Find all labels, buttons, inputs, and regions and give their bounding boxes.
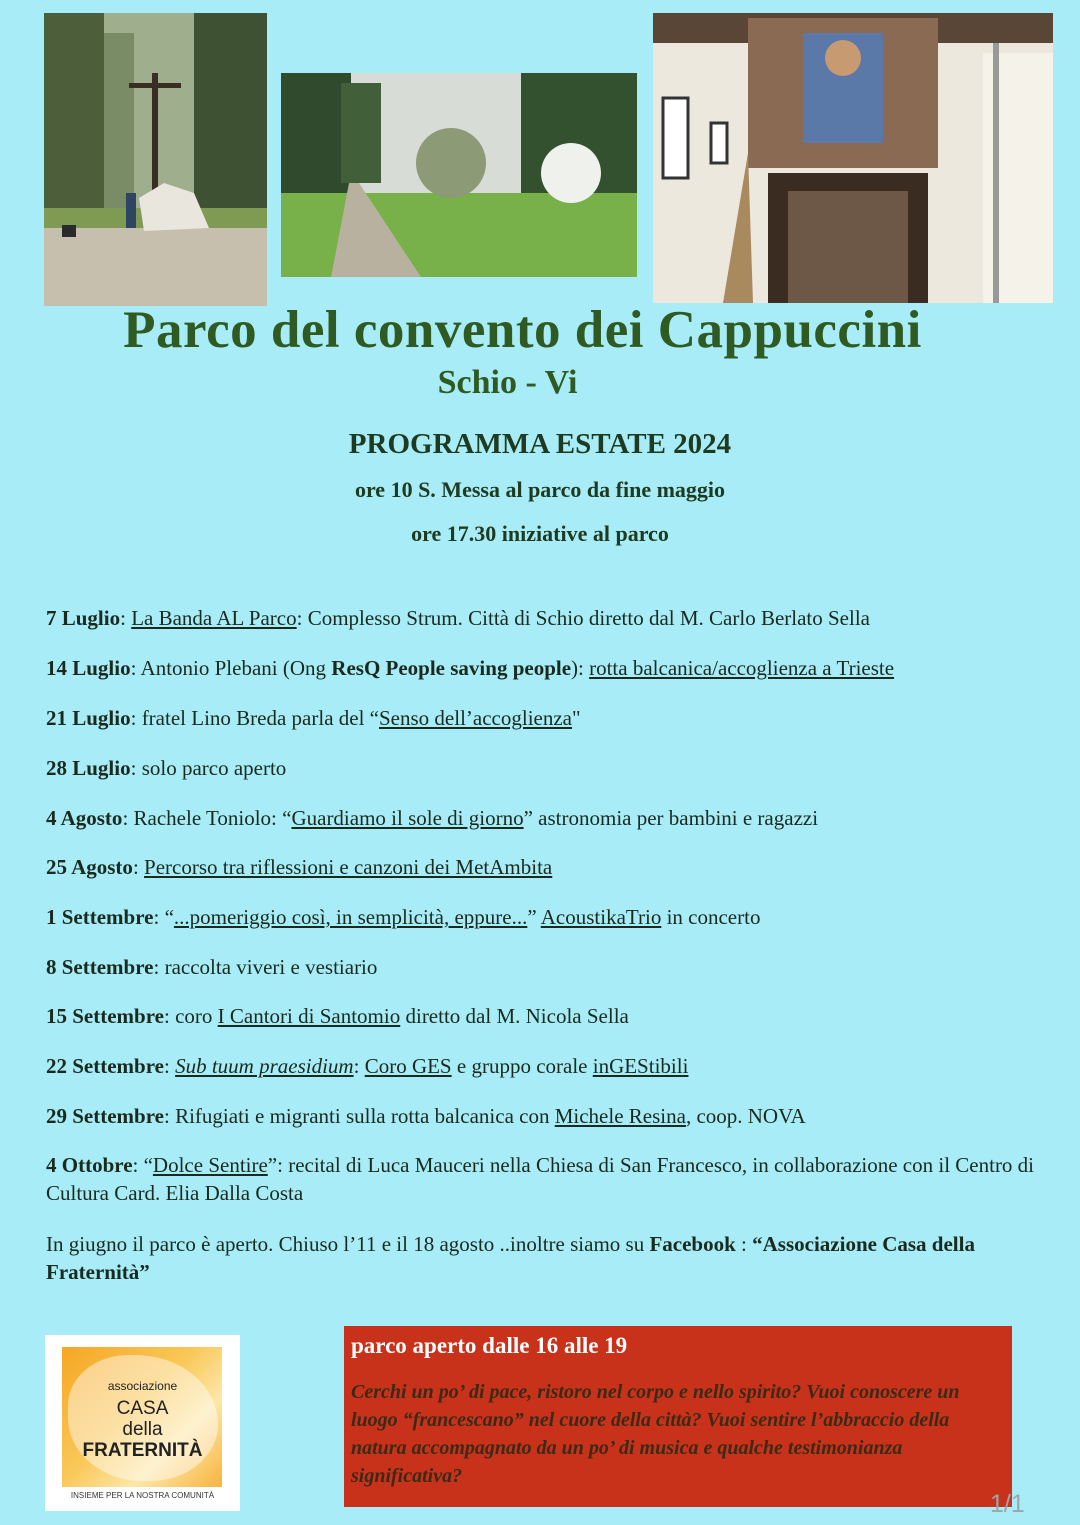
event-date: 4 Agosto (46, 806, 123, 830)
event-text: : solo parco aperto (130, 756, 287, 780)
event-link-text: La Banda AL Parco (131, 606, 297, 630)
facebook-label: Facebook (649, 1232, 736, 1256)
event-item (46, 903, 1036, 931)
opening-hours-heading: parco aperto dalle 16 alle 19 (351, 1333, 628, 1358)
event-item (46, 853, 1036, 881)
event-date: 14 Luglio (46, 656, 131, 680)
event-link-text: inGEStibili (592, 1054, 689, 1078)
page-title: Parco del convento dei Cappuccini (123, 301, 922, 359)
logo-text-association: associazione (107, 1379, 178, 1393)
logo-text-della: della (122, 1419, 163, 1440)
event-text: e gruppo corale (451, 1054, 593, 1078)
event-item (46, 704, 1036, 732)
event-text: : fratel Lino Breda parla del “ (130, 706, 379, 730)
event-text: ): (571, 656, 590, 680)
event-text: , coop. NOVA (685, 1104, 806, 1128)
event-date: 7 Luglio (46, 606, 121, 630)
event-date: 21 Luglio (46, 706, 131, 730)
event-text: diretto dal M. Nicola Sella (400, 1004, 629, 1028)
event-text: : Rachele Toniolo: “ (122, 806, 292, 830)
event-text: : (132, 855, 145, 879)
footer-note-sep: : (735, 1232, 753, 1256)
event-text: " (572, 706, 581, 730)
event-link-text: Senso dell’accoglienza (379, 706, 572, 730)
association-name: “Associazione Casa della Fraternità” (46, 1232, 975, 1284)
logo-text-fraternita: FRATERNITÀ (82, 1440, 203, 1461)
event-text: : (164, 1054, 176, 1078)
event-item (46, 953, 1036, 981)
event-item (46, 1052, 1036, 1080)
event-text: : “ (153, 905, 174, 929)
photo-convent-entrance (653, 13, 1053, 303)
event-text: : raccolta viveri e vestiario (153, 955, 378, 979)
event-item (46, 1151, 1036, 1207)
event-link-text: Guardiamo il sole di giorno (291, 806, 524, 830)
event-text: : Rifugiati e migranti sulla rotta balcanica con (164, 1104, 555, 1128)
event-date: 1 Settembre (46, 905, 154, 929)
event-item (46, 804, 1036, 832)
event-item (46, 1002, 1036, 1030)
event-text: : coro (164, 1004, 218, 1028)
event-link-text: Sub tuum praesidium (175, 1054, 354, 1078)
event-text: ”: recital di Luca Mauceri nella Chiesa di San Francesco, in collaborazione con il Centro di Cultura Card. Elia Dalla Costa (46, 1153, 1035, 1205)
event-text: : (120, 606, 132, 630)
event-link-text: Dolce Sentire (152, 1153, 268, 1177)
event-link-text: Coro GES (364, 1054, 452, 1078)
invitation-text: Cerchi un po’ di pace, ristoro nel corpo e nello spirito? Vuoi conoscere un luogo “francescano” nel cuore della città? Vuoi sentire l’abbraccio della natura accompagnato da un po’ di musica e qualche testimonianza significativa? (351, 1381, 960, 1487)
schedule-line-mass: ore 10 S. Messa al parco da fine maggio (354, 477, 726, 502)
event-link-text: rotta balcanica/accoglienza a Trieste (589, 656, 895, 680)
event-text: : Complesso Strum. Città di Schio diretto dal M. Carlo Berlato Sella (296, 606, 870, 630)
event-link-text: ...pomeriggio così, in semplicità, eppure... (173, 905, 528, 929)
event-item (46, 604, 1036, 632)
event-link-text: Michele Resina (554, 1104, 686, 1128)
event-link-text: I Cantori di Santomio (217, 1004, 401, 1028)
event-text: : (353, 1054, 365, 1078)
event-date: 15 Settembre (46, 1004, 164, 1028)
event-text: ResQ People saving people (331, 656, 572, 680)
photo-park-cross (44, 13, 267, 306)
event-text: ” (527, 905, 541, 929)
event-item (46, 754, 1036, 782)
logo-tagline: INSIEME PER LA NOSTRA COMUNITÀ (70, 1491, 215, 1500)
opening-hours-box (344, 1326, 1012, 1507)
event-text: ” astronomia per bambini e ragazzi (523, 806, 819, 830)
event-item (46, 1102, 1036, 1130)
event-item (46, 654, 1036, 682)
event-date: 25 Agosto (46, 855, 133, 879)
event-date: 8 Settembre (46, 955, 154, 979)
event-link-text: AcoustikaTrio (540, 905, 662, 929)
event-text: : “ (132, 1153, 153, 1177)
event-text: : Antonio Plebani (Ong (130, 656, 332, 680)
footer-note-text: In giugno il parco è aperto. Chiuso l’11 e il 18 agosto ..inoltre siamo su (46, 1232, 650, 1256)
logo-text-casa: CASA (116, 1398, 169, 1419)
event-date: 29 Settembre (46, 1104, 164, 1128)
page-indicator: 1/1 (990, 1490, 1025, 1518)
footer-note (46, 1230, 1036, 1286)
event-text: in concerto (661, 905, 761, 929)
page-subtitle: Schio - Vi (437, 364, 578, 401)
photo-park-path (281, 73, 637, 277)
event-date: 4 Ottobre (46, 1153, 133, 1177)
event-link-text: Percorso tra riflessioni e canzoni dei MetAmbita (144, 855, 553, 879)
event-date: 22 Settembre (46, 1054, 164, 1078)
schedule-line-initiatives: ore 17.30 iniziative al parco (411, 521, 669, 546)
event-date: 28 Luglio (46, 756, 131, 780)
program-heading: PROGRAMMA ESTATE 2024 (348, 428, 732, 460)
association-logo (45, 1335, 240, 1511)
